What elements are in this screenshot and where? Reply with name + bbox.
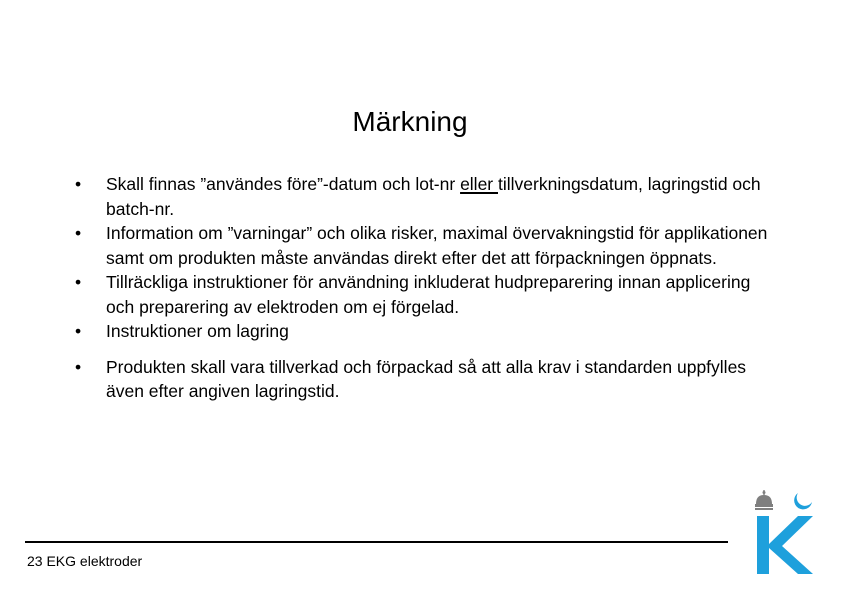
bullet-item (75, 172, 775, 221)
crown-icon (755, 490, 773, 510)
bullet-item (75, 270, 775, 319)
k-letter-icon (757, 516, 813, 574)
bullet-dot: • (75, 356, 82, 377)
bullet-text: Tillräckliga instruktioner för användning inkluderat hudpreparering innan applicering och preparering av elektroden om ej förgelad. (106, 272, 751, 317)
slide-title: Märkning (352, 106, 468, 137)
footer-text: 23 EKG elektroder (27, 553, 143, 569)
bullet-text: Instruktioner om lagring (106, 321, 289, 341)
crescent-icon (794, 493, 812, 509)
bullet-dot: • (75, 272, 82, 292)
bullet-dot: • (75, 174, 82, 194)
bullet-dot: • (75, 321, 82, 341)
bullet-text: Produkten skall vara tillverkad och förpackad så att alla krav i standarden uppfylles även efter angiven lagringstid. (106, 356, 747, 401)
kemi-crown-k-logo-icon (752, 490, 814, 576)
bullet-item (75, 319, 775, 344)
bullet-underlined-word: eller (460, 174, 498, 194)
bullet-item (75, 355, 775, 404)
bullet-text: Information om ”varningar” och olika risker, maximal övervakningstid för applikationen samt om produkten måste användas direkt efter det att förpackningen öppnats. (106, 223, 768, 268)
bullet-text-part: Skall finnas ”användes före”-datum och lot-nr (106, 174, 461, 194)
bullet-dot: • (75, 223, 82, 243)
bullet-item (75, 221, 775, 270)
footer-divider (25, 541, 728, 543)
bullet-list (75, 172, 775, 404)
bullet-text-part: tillverkningsdatum, lagringstid och batch-nr. (106, 174, 761, 219)
